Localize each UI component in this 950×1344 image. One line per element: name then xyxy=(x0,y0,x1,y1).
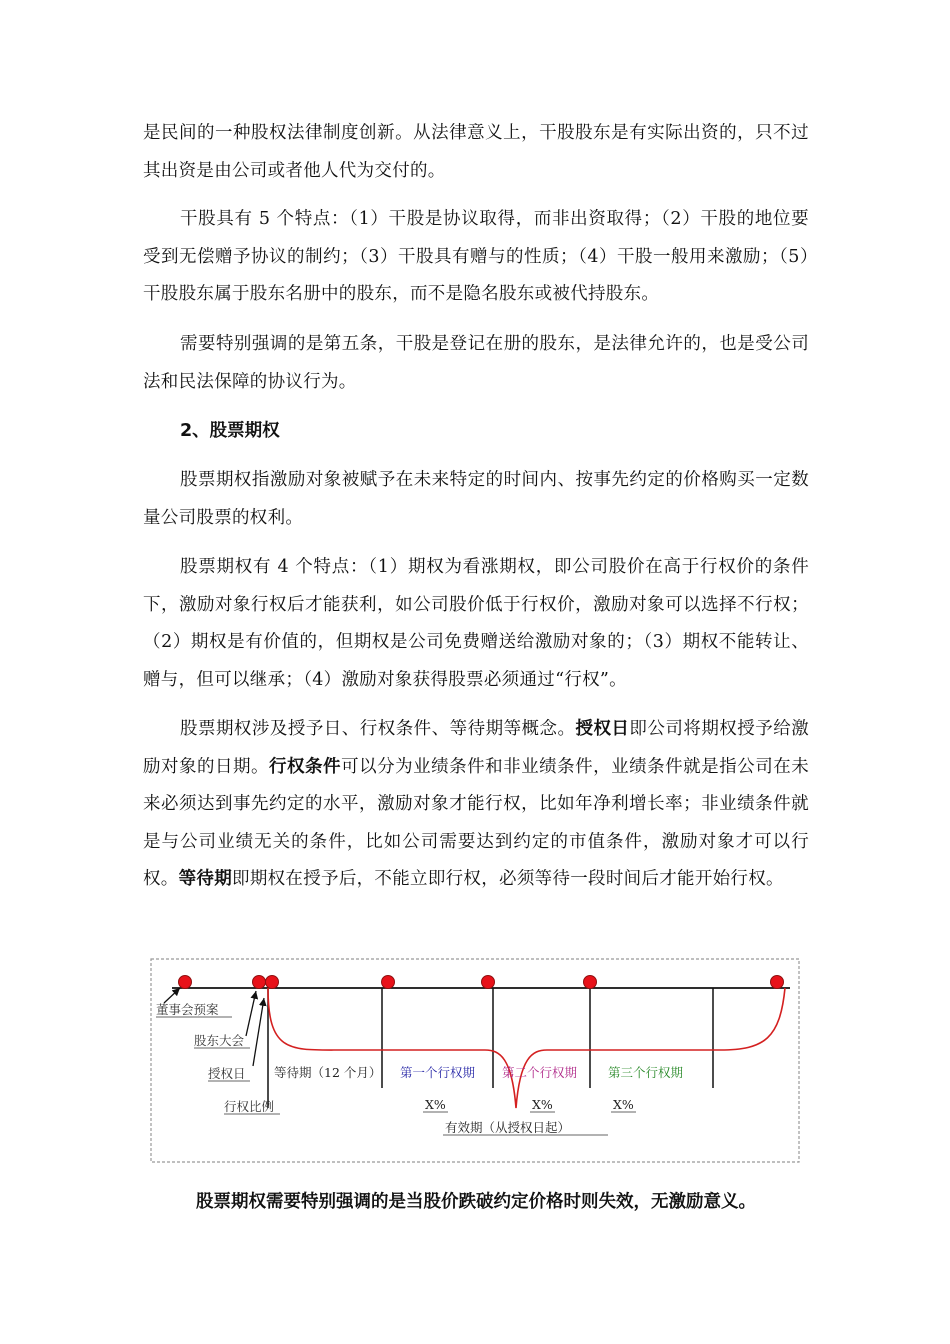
grant-day-text: 即公司将期权授予给激励对象的日期。 xyxy=(143,719,810,777)
label-x-percent-2: X% xyxy=(532,1097,553,1112)
label-board-proposal: 董事会预案 xyxy=(156,1002,219,1017)
label-validity-period: 有效期（从授权日起） xyxy=(445,1120,571,1135)
paragraph-gan-gu-features: 干股具有 5 个特点：（1）干股是协议取得，而非出资取得；（2）干股的地位要受到无偿赠予协议的制约；（3）干股具有赠与的性质；（4）干股一般用来激励；（5）干股股东属于股东名册中的股东，而不是隐名股东或被代持股东。 xyxy=(143,209,809,304)
paragraph-fifth-feature: 需要特别强调的是第五条，干股是登记在册的股东，是法律允许的，也是受公司法和民法保障的协议行为。 xyxy=(143,334,809,392)
option-value-curve xyxy=(268,988,785,1108)
paragraph-gan-gu-definition: 是民间的一种股权法律制度创新。从法律意义上，干股股东是有实际出资的，只不过其出资是由公司或者他人代为交付的。 xyxy=(143,123,809,181)
marker-board-proposal xyxy=(179,976,192,989)
stock-option-timeline-diagram xyxy=(150,958,800,1163)
label-x-percent-1: X% xyxy=(425,1097,446,1112)
label-third-exercise-period: 第三个行权期 xyxy=(608,1065,684,1080)
label-waiting-period: 等待期（12 个月） xyxy=(274,1065,382,1080)
exercise-condition-text: 可以分为业绩条件和非业绩条件，业绩条件就是指公司在未来必须达到事先约定的水平，激励对象才能行权，比如年净利增长率；非业绩条件就是与公司业绩无关的条件，比如公司需要达到约定的市值条件，激励对象才可以行权。 xyxy=(143,756,809,889)
marker-expiry xyxy=(771,976,784,989)
marker-grant-day xyxy=(266,976,279,989)
diagram-caption: 股票期权需要特别强调的是当股价跌破约定价格时则失效，无激励意义。 xyxy=(196,1192,756,1212)
label-x-percent-3: X% xyxy=(613,1097,634,1112)
arrow-board xyxy=(164,988,180,1003)
term-grant-day: 授权日 xyxy=(575,719,630,739)
concepts-intro-text: 股票期权涉及授予日、行权条件、等待期等概念。 xyxy=(180,719,576,739)
timeline-markers xyxy=(179,976,784,989)
marker-period1-start xyxy=(382,976,395,989)
term-exercise-condition: 行权条件 xyxy=(269,756,342,777)
arrow-grant-day xyxy=(253,998,264,1066)
label-exercise-ratio: 行权比例 xyxy=(224,1099,275,1114)
paragraph-option-definition: 股票期权指激励对象被赋予在未来特定的时间内、按事先约定的价格购买一定数量公司股票的权利。 xyxy=(143,470,809,528)
label-first-exercise-period: 第一个行权期 xyxy=(400,1065,476,1080)
arrow-shareholders xyxy=(246,991,256,1036)
section-heading-stock-options: 2、股票期权 xyxy=(180,421,280,441)
marker-shareholders-meeting xyxy=(253,976,266,989)
paragraph-option-features: 股票期权有 4 个特点：（1）期权为看涨期权，即公司股价在高于行权价的条件下，激励对象行权后才能获利，如公司股价低于行权价，激励对象可以选择不行权；（2）期权是有价值的，但期权是公司免费赠送给激励对象的；（3）期权不能转让、赠与，但可以继承；（4）激励对象获得股票必须通过“行权”。 xyxy=(143,557,809,690)
term-waiting-period: 等待期 xyxy=(178,869,233,889)
marker-period3-start xyxy=(584,976,597,989)
label-grant-day: 授权日 xyxy=(208,1066,246,1081)
waiting-period-text: 即期权在授予后，不能立即行权，必须等待一段时间后才能开始行权。 xyxy=(232,869,784,889)
label-shareholders-meeting: 股东大会 xyxy=(194,1033,245,1048)
marker-period2-start xyxy=(482,976,495,989)
label-second-exercise-period: 第二个行权期 xyxy=(502,1065,578,1080)
paragraph-option-concepts xyxy=(143,711,809,899)
